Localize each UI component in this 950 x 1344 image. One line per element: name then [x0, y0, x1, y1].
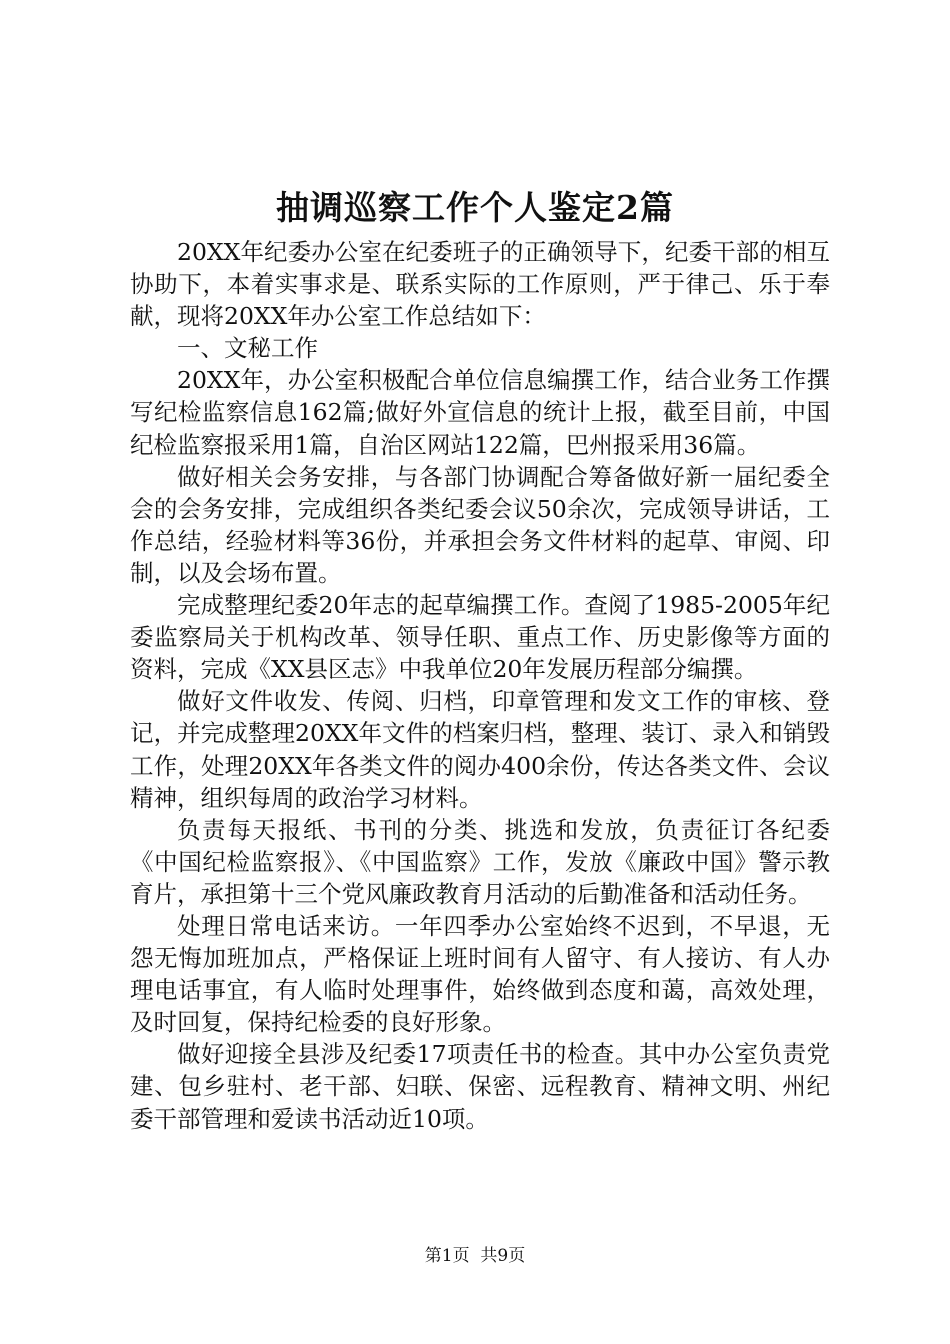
total-pages: 共9页	[480, 1246, 526, 1266]
paragraph-intro: 20XX年纪委办公室在纪委班子的正确领导下，纪委干部的相互协助下，本着实事求是、联系实际的工作原则，严于律己、乐于奉献，现将20XX年办公室工作总结如下：	[130, 238, 830, 331]
section-heading: 一、文秘工作	[177, 334, 318, 363]
paragraph-documents: 做好文件收发、传阅、归档，印章管理和发文工作的审核、登记，并完成整理20XX年文件的档案归档，整理、装订、录入和销毁工作，处理20XX年各类文件的阅办400余份，传达各类文件、会议精神，组织每周的政治学习材料。	[130, 687, 830, 812]
paragraph-inspection: 做好迎接全县涉及纪委17项责任书的检查。其中办公室负责党建、包乡驻村、老干部、妇联、保密、远程教育、精神文明、州纪委干部管理和爱读书活动近10项。	[130, 1040, 830, 1133]
paragraph-information: 20XX年，办公室积极配合单位信息编撰工作，结合业务工作撰写纪检监察信息162篇;做好外宣信息的统计上报，截至目前，中国纪检监察报采用1篇，自治区网站122篇，巴州报采用36篇。	[130, 366, 830, 459]
page-number: 第1页	[424, 1246, 470, 1266]
paragraph-meetings: 做好相关会务安排，与各部门协调配合筹备做好新一届纪委全会的会务安排，完成组织各类纪委会议50余次，完成领导讲话，工作总结，经验材料等36份，并承担会务文件材料的起草、审阅、印制，以及会场布置。	[130, 462, 830, 587]
document-body	[130, 236, 830, 1135]
paragraph-newspapers: 负责每天报纸、书刊的分类、挑选和发放，负责征订各纪委《中国纪检监察报》、《中国监察》工作，发放《廉政中国》警示教育片，承担第十三个党风廉政教育月活动的后勤准备和活动任务。	[130, 815, 830, 908]
paragraph-phone-visits: 处理日常电话来访。一年四季办公室始终不迟到，不早退，无怨无悔加班加点，严格保证上班时间有人留守、有人接访、有人办理电话事宜，有人临时处理事件，始终做到态度和蔼，高效处理，及时回复，保持纪检委的良好形象。	[130, 911, 830, 1037]
page-footer	[0, 1244, 950, 1268]
document-title: 抽调巡察工作个人鉴定2篇	[276, 188, 674, 227]
paragraph-annals: 完成整理纪委20年志的起草编撰工作。查阅了1985-2005年纪委监察局关于机构改革、领导任职、重点工作、历史影像等方面的资料，完成《XX县区志》中我单位20年发展历程部分编撰。	[130, 591, 830, 684]
